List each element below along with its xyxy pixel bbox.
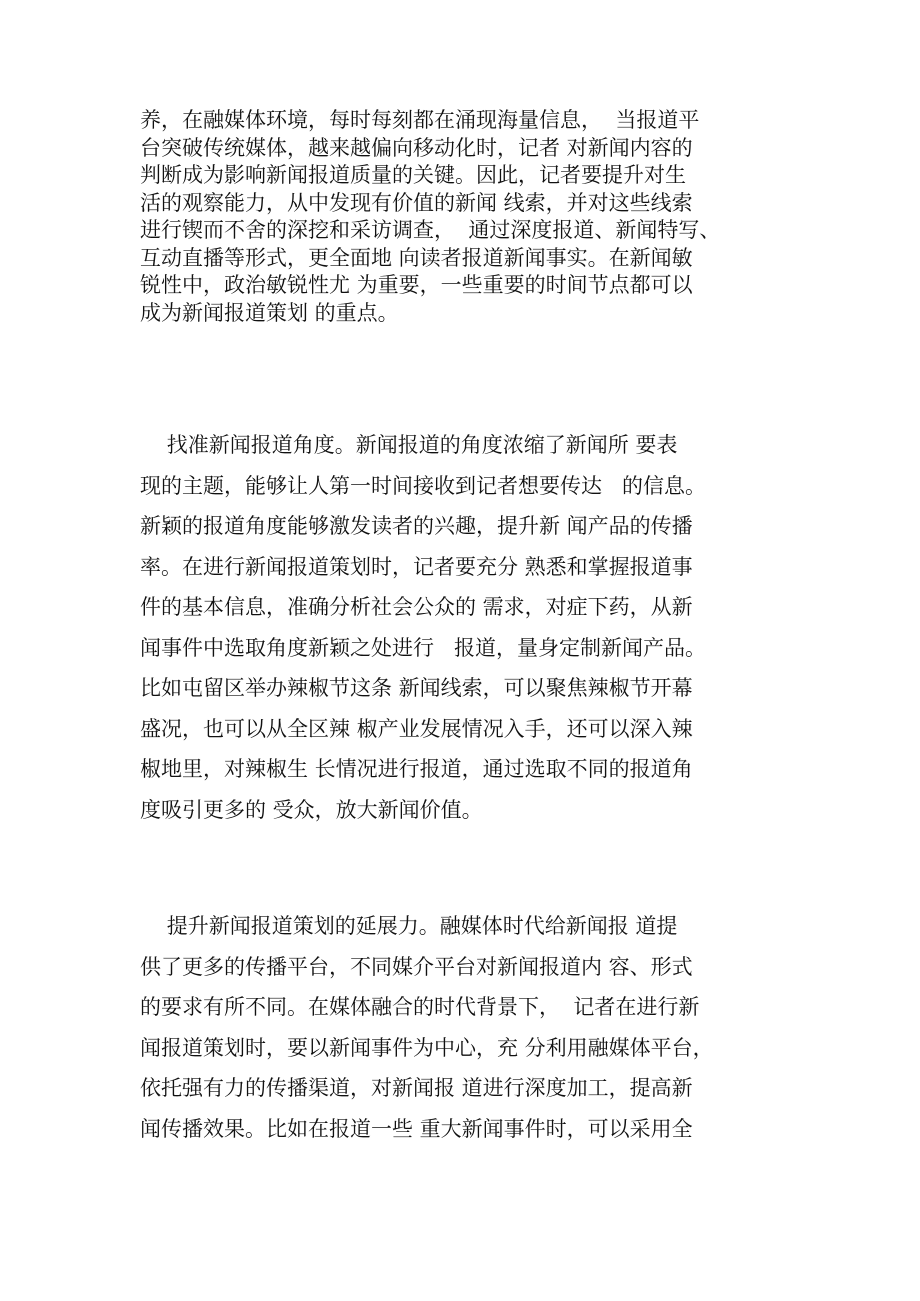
- text-line: 件的基本信息，准确分析社会公众的 需求，对症下药，从新: [140, 595, 693, 619]
- text-line: 活的观察能力，从中发现有价值的新闻 线索，并对这些线索: [140, 190, 693, 215]
- text-line: 的要求有所不同。在媒体融合的时代背景下， 记者在进行新: [140, 995, 700, 1019]
- text-line: 判断成为影响新闻报道质量的关键。因此，记者要提升对生: [140, 163, 686, 187]
- text-line: 现的主题，能够让人第一时间接收到记者想要传达 的信息。: [140, 473, 707, 498]
- text-line: 供了更多的传播平台，不同媒介平台对新闻报道内 容、形式: [140, 954, 693, 979]
- text-line: 锐性中，政治敏锐性尤 为重要，一些重要的时间节点都可以: [140, 273, 693, 297]
- paragraph-news-sensitivity: [140, 107, 800, 327]
- text-line: 成为新闻报道策划 的重点。: [140, 300, 399, 325]
- text-line: 新颖的报道角度能够激发读者的兴趣，提升新 闻产品的传播: [140, 514, 693, 538]
- text-line: 依托强有力的传播渠道，对新闻报 道进行深度加工，提高新: [140, 1076, 693, 1100]
- text-line: 养，在融媒体环境，每时每刻都在涌现海量信息， 当报道平: [140, 108, 700, 132]
- text-line: 闻传播效果。比如在报道一些 重大新闻事件时，可以采用全: [140, 1116, 693, 1141]
- text-line: 找准新闻报道角度。新闻报道的角度浓缩了新闻所 要表: [140, 433, 678, 457]
- text-line: 盛况，也可以从全区辣 椒产业发展情况入手，还可以深入辣: [140, 716, 693, 741]
- paragraph-reporting-angle: [140, 425, 800, 830]
- text-line: 台突破传统媒体，越来越偏向移动化时，记者 对新闻内容的: [140, 135, 693, 160]
- text-line: 率。在进行新闻报道策划时，记者要充分 熟悉和掌握报道事: [140, 554, 693, 579]
- text-line: 椒地里，对辣椒生 长情况进行报道，通过选取不同的报道角: [140, 757, 693, 781]
- text-line: 进行锲而不舍的深挖和采访调查， 通过深度报道、新闻特写、: [140, 218, 721, 242]
- text-line: 比如屯留区举办辣椒节这条 新闻线索，可以聚焦辣椒节开幕: [140, 676, 693, 700]
- text-line: 互动直播等形式，更全面地 向读者报道新闻事实。在新闻敏: [140, 245, 693, 270]
- text-line: 度吸引更多的 受众，放大新闻价值。: [140, 797, 483, 822]
- text-line: 提升新闻报道策划的延展力。融媒体时代给新闻报 道提: [140, 914, 678, 938]
- text-line: 闻事件中选取角度新颖之处进行 报道，量身定制新闻产品。: [140, 635, 707, 660]
- paragraph-planning-extension: [140, 906, 800, 1149]
- text-line: 闻报道策划时，要以新闻事件为中心，充 分利用融媒体平台，: [140, 1035, 714, 1060]
